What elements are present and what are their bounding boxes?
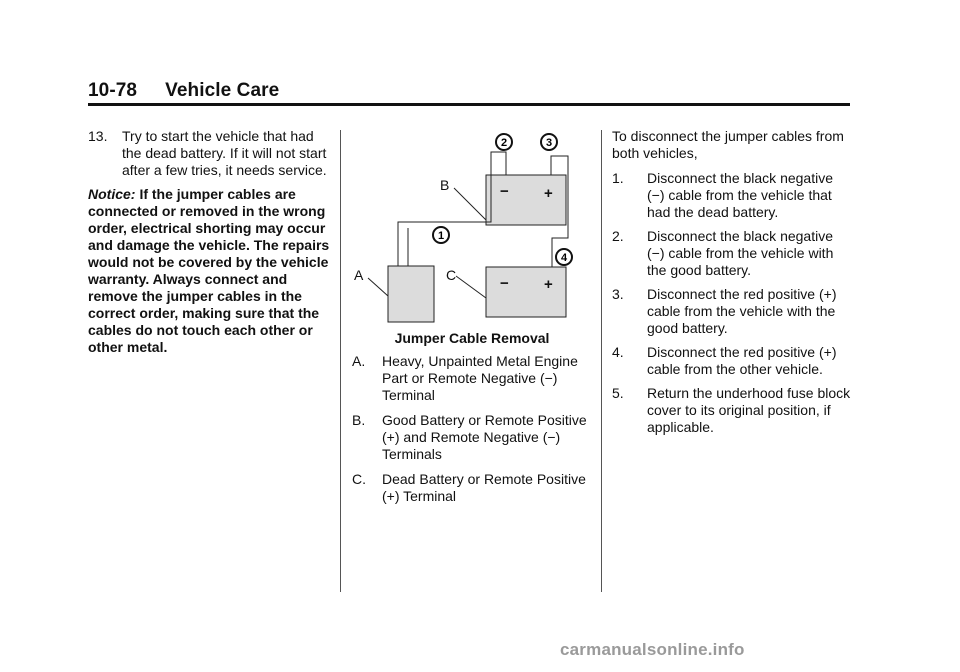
column-divider-2: [601, 130, 602, 592]
good-minus-label: −: [500, 183, 509, 200]
step-text: Disconnect the red positive (+) cable from the vehicle with the good battery.: [647, 286, 837, 336]
callout-1-label: 1: [437, 230, 445, 242]
legend-item-c: [352, 471, 592, 505]
callout-4-label: 4: [560, 252, 568, 264]
step-number: 4.: [612, 344, 624, 360]
legend-key: B.: [352, 412, 366, 428]
notice-label: Notice:: [88, 186, 136, 202]
jumper-cable-diagram: [350, 128, 590, 328]
step-number: 2.: [612, 228, 624, 244]
legend-key: C.: [352, 471, 366, 487]
leader-b: [454, 188, 486, 220]
leader-c: [456, 276, 486, 298]
step-text: Disconnect the black negative (−) cable from the vehicle with the good battery.: [647, 228, 834, 278]
callout-2-label: 2: [500, 137, 508, 149]
step-number: 5.: [612, 385, 624, 401]
header-rule: [88, 103, 850, 106]
page-number: 10-78: [88, 80, 138, 101]
step-3: [612, 286, 852, 337]
step-number: 13.: [88, 128, 108, 144]
step-number: 1.: [612, 170, 624, 186]
dead-plus-label: +: [544, 276, 553, 293]
callout-3-label: 3: [545, 137, 553, 149]
legend-text: Dead Battery or Remote Positive (+) Terminal: [382, 471, 586, 504]
legend-key: A.: [352, 353, 366, 369]
notice: [88, 186, 334, 356]
intro-text: To disconnect the jumper cables from both vehicles,: [612, 128, 844, 161]
column-divider-1: [340, 130, 341, 592]
column-1: [88, 128, 334, 356]
good-battery: [486, 175, 566, 225]
step-text: Try to start the vehicle that had the dead battery. If it will not start after a few tries, it needs service.: [122, 128, 327, 178]
step-text: Disconnect the red positive (+) cable from the other vehicle.: [647, 344, 837, 377]
step-4: [612, 344, 852, 378]
step-13: [88, 128, 334, 179]
engine-metal-part: [388, 266, 434, 322]
legend-item-b: [352, 412, 592, 463]
column-3: [612, 128, 852, 443]
step-5: [612, 385, 852, 436]
legend-text: Heavy, Unpainted Metal Engine Part or Remote Negative (−) Terminal: [382, 353, 578, 403]
legend-item-a: [352, 353, 592, 404]
column-2: [352, 128, 592, 513]
label-c: C: [446, 267, 457, 283]
step-2: [612, 228, 852, 279]
label-a: A: [354, 267, 364, 283]
figure-caption: Jumper Cable Removal: [394, 330, 550, 346]
dead-battery: [486, 267, 566, 317]
dead-minus-label: −: [500, 275, 509, 292]
good-plus-label: +: [544, 185, 553, 202]
leader-a: [368, 278, 388, 296]
watermark: carmanualsonline.info: [560, 640, 745, 659]
section-title: Vehicle Care: [165, 80, 280, 101]
legend-text: Good Battery or Remote Positive (+) and Remote Negative (−) Terminals: [382, 412, 587, 462]
page-header: [88, 80, 279, 102]
label-b: B: [440, 177, 450, 193]
step-number: 3.: [612, 286, 624, 302]
step-text: Disconnect the black negative (−) cable from the vehicle that had the dead battery.: [647, 170, 833, 220]
step-1: [612, 170, 852, 221]
notice-text: If the jumper cables are connected or removed in the wrong order, electrical shorting may occur and damage the vehicle. The repairs would not be covered by the vehicle warranty. Always connect and remove the jumper cables in the correct order, making sure that the cables do not touch each other or other metal.: [88, 186, 330, 355]
step-text: Return the underhood fuse block cover to its original position, if applicable.: [647, 385, 851, 435]
